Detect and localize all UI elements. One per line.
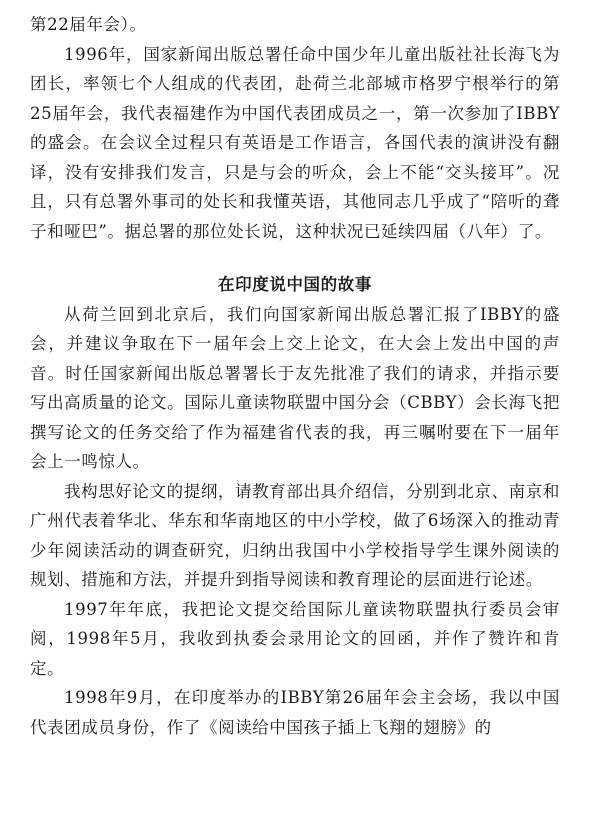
document-page — [30, 10, 560, 742]
paragraph-return-beijing: 从荷兰回到北京后，我们向国家新闻出版总署汇报了IBBY的盛会，并建议争取在下一届年会上交上论文，在大会上发出中国的声音。时任国家新闻出版总署署长于友先批准了我们的请求，并指示要写出高质量的论文。国际儿童读物联盟中国分会（CBBY）会长海飞把撰写论文的任务交给了作为福建省代表的我，再三嘱咐要在下一届年会上一鸣惊人。 — [30, 304, 560, 471]
paragraph-continuation: 第22届年会）。 — [30, 15, 147, 34]
paragraph-1998-india: 1998年9月，在印度举办的IBBY第26届年会主会场，我以中国代表团成员身份，作了《阅读给中国孩子插上飞翔的翅膀》的 — [30, 688, 560, 737]
paragraph-research: 我构思好论文的提纲，请教育部出具介绍信，分别到北京、南京和广州代表着华北、华东和华南地区的中小学校，做了6场深入的推动青少年阅读活动的调查研究，归纳出我国中小学校指导学生课外阅读的规划、措施和方法，并提升到指导阅读和教育理论的层面进行论述。 — [30, 481, 560, 589]
section-heading: 在印度说中国的故事 — [218, 275, 372, 294]
paragraph-1997-submission: 1997年年底，我把论文提交给国际儿童读物联盟执行委员会审阅，1998年5月，我收到执委会录用论文的回函，并作了赞许和肯定。 — [30, 599, 560, 678]
paragraph-1996-ibby: 1996年，国家新闻出版总署任命中国少年儿童出版社社长海飞为团长，率领七个人组成的代表团，赴荷兰北部城市格罗宁根举行的第25届年会，我代表福建作为中国代表团成员之一，第一次参加了IBBY的盛会。在会议全过程只有英语是工作语言，各国代表的演讲没有翻译，没有安排我们发言，只是与会的听众，会上不能“交头接耳”。况且，只有总署外事司的处长和我懂英语，其他同志几乎成了“陪听的聋子和哑巴”。据总署的那位处长说，这种状况已延续四届（八年）了。 — [30, 44, 560, 241]
